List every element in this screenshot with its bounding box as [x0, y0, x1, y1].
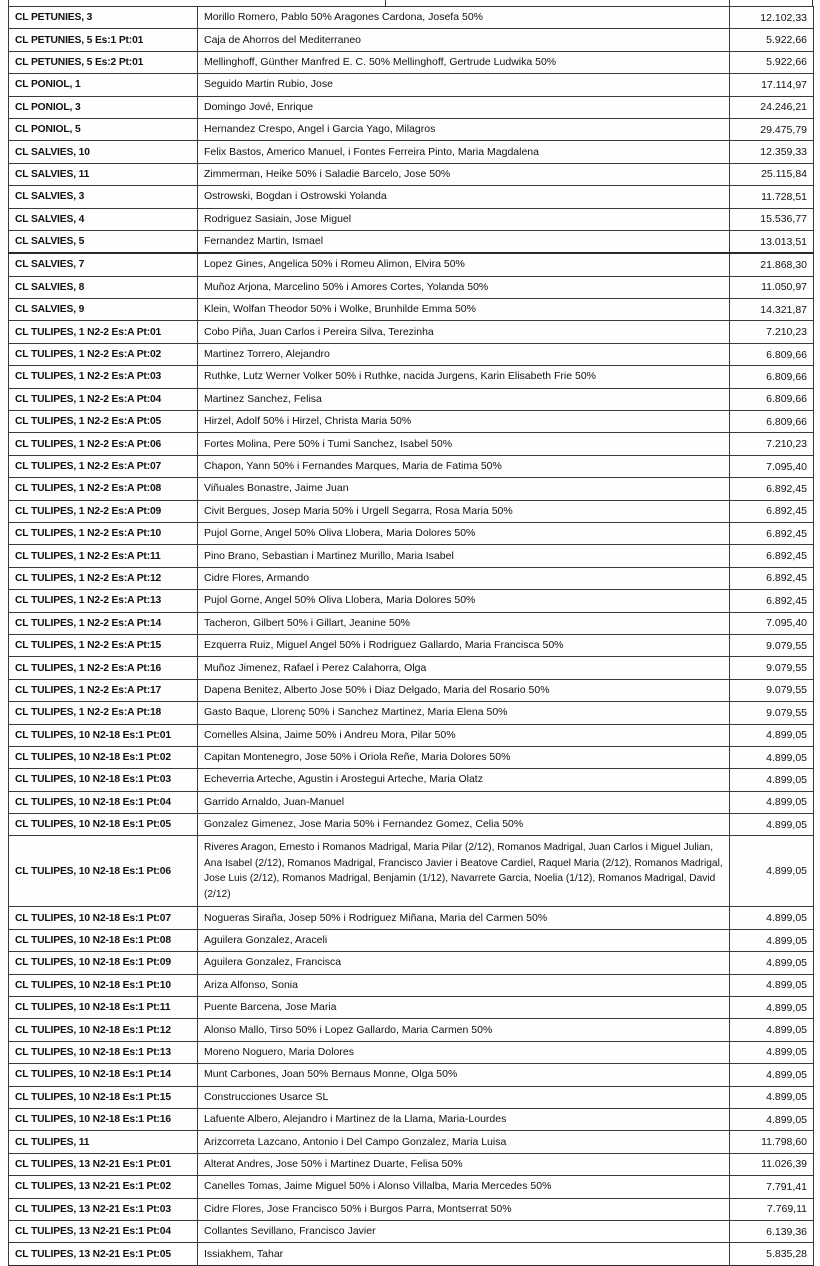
- address-cell: CL TULIPES, 1 N2-2 Es:A Pt:12: [9, 567, 198, 589]
- amount-cell: 4.899,05: [730, 814, 814, 836]
- amount-cell: 9.079,55: [730, 702, 814, 724]
- owners-cell: Caja de Ahorros del Mediterraneo: [198, 29, 730, 51]
- address-cell: CL TULIPES, 13 N2-21 Es:1 Pt:03: [9, 1198, 198, 1220]
- owners-cell: Seguido Martin Rubio, Jose: [198, 74, 730, 96]
- address-cell: CL PETUNIES, 5 Es:1 Pt:01: [9, 29, 198, 51]
- address-cell: CL TULIPES, 10 N2-18 Es:1 Pt:15: [9, 1086, 198, 1108]
- address-cell: CL TULIPES, 1 N2-2 Es:A Pt:14: [9, 612, 198, 634]
- table-row: [9, 814, 814, 836]
- amount-cell: 4.899,05: [730, 1108, 814, 1130]
- address-cell: CL PONIOL, 5: [9, 118, 198, 140]
- table-row: [9, 478, 814, 500]
- table-row: [9, 253, 814, 276]
- amount-cell: 11.050,97: [730, 276, 814, 298]
- owners-cell: Aguilera Gonzalez, Araceli: [198, 929, 730, 951]
- address-cell: CL TULIPES, 10 N2-18 Es:1 Pt:08: [9, 929, 198, 951]
- address-cell: CL TULIPES, 10 N2-18 Es:1 Pt:06: [9, 836, 198, 907]
- table-row: [9, 1086, 814, 1108]
- owners-cell: Gonzalez Gimenez, Jose Maria 50% i Fernandez Gomez, Celia 50%: [198, 814, 730, 836]
- address-cell: CL TULIPES, 1 N2-2 Es:A Pt:03: [9, 366, 198, 388]
- owners-cell: Riveres Aragon, Ernesto i Romanos Madrigal, Maria Pilar (2/12), Romanos Madrigal, Juan Carlos i Miguel Julian, Ana Isabel (2/12), Romanos Madrigal, Francisco Javier i Beatove Cardiel, Raquel Maria (2/12), Romanos Madrigal, Jose Luis (2/12), Romanos Madrigal, Benjamin (1/12), Navarrete Garcia, Noelia (1/12), Romanos Madrigal, David (2/12): [198, 836, 730, 907]
- address-cell: CL SALVIES, 11: [9, 163, 198, 185]
- table-row: [9, 141, 814, 163]
- owners-cell: Cidre Flores, Armando: [198, 567, 730, 589]
- owners-cell: Issiakhem, Tahar: [198, 1243, 730, 1265]
- address-cell: CL TULIPES, 10 N2-18 Es:1 Pt:04: [9, 791, 198, 813]
- owners-cell: Aguilera Gonzalez, Francisca: [198, 952, 730, 974]
- amount-cell: 7.095,40: [730, 612, 814, 634]
- table-row: [9, 612, 814, 634]
- table-row: [9, 567, 814, 589]
- address-cell: CL TULIPES, 1 N2-2 Es:A Pt:07: [9, 455, 198, 477]
- amount-cell: 14.321,87: [730, 299, 814, 321]
- amount-cell: 6.892,45: [730, 545, 814, 567]
- table-row: [9, 791, 814, 813]
- address-cell: CL TULIPES, 1 N2-2 Es:A Pt:16: [9, 657, 198, 679]
- table-row: [9, 997, 814, 1019]
- owners-cell: Nogueras Siraña, Josep 50% i Rodriguez Miñana, Maria del Carmen 50%: [198, 907, 730, 929]
- address-cell: CL TULIPES, 13 N2-21 Es:1 Pt:01: [9, 1153, 198, 1175]
- table-row: [9, 1041, 814, 1063]
- address-cell: CL SALVIES, 7: [9, 253, 198, 276]
- amount-cell: 4.899,05: [730, 952, 814, 974]
- owners-cell: Fernandez Martin, Ismael: [198, 230, 730, 253]
- table-row: [9, 974, 814, 996]
- owners-cell: Construcciones Usarce SL: [198, 1086, 730, 1108]
- table-row: [9, 500, 814, 522]
- address-cell: CL SALVIES, 4: [9, 208, 198, 230]
- owners-cell: Canelles Tomas, Jaime Miguel 50% i Alonso Villalba, Maria Mercedes 50%: [198, 1176, 730, 1198]
- address-cell: CL TULIPES, 10 N2-18 Es:1 Pt:14: [9, 1064, 198, 1086]
- table-row: [9, 1108, 814, 1130]
- amount-cell: 5.922,66: [730, 51, 814, 73]
- amount-cell: 4.899,05: [730, 791, 814, 813]
- amount-cell: 7.095,40: [730, 455, 814, 477]
- owners-cell: Pino Brano, Sebastian i Martinez Murillo, Maria Isabel: [198, 545, 730, 567]
- table-row: [9, 1176, 814, 1198]
- amount-cell: 11.728,51: [730, 186, 814, 208]
- owners-cell: Lopez Gines, Angelica 50% i Romeu Alimon, Elvira 50%: [198, 253, 730, 276]
- table-row: [9, 321, 814, 343]
- owners-cell: Chapon, Yann 50% i Fernandes Marques, Maria de Fatima 50%: [198, 455, 730, 477]
- amount-cell: 4.899,05: [730, 1086, 814, 1108]
- amount-cell: 7.210,23: [730, 433, 814, 455]
- address-cell: CL TULIPES, 13 N2-21 Es:1 Pt:04: [9, 1220, 198, 1242]
- amount-cell: 15.536,77: [730, 208, 814, 230]
- table-row: [9, 29, 814, 51]
- amount-cell: 12.359,33: [730, 141, 814, 163]
- owners-cell: Lafuente Albero, Alejandro i Martinez de la Llama, Maria-Lourdes: [198, 1108, 730, 1130]
- owners-cell: Comelles Alsina, Jaime 50% i Andreu Mora, Pilar 50%: [198, 724, 730, 746]
- address-cell: CL PONIOL, 3: [9, 96, 198, 118]
- owners-cell: Pujol Gorne, Angel 50% Oliva Llobera, Maria Dolores 50%: [198, 590, 730, 612]
- amount-cell: 6.892,45: [730, 567, 814, 589]
- amount-cell: 12.102,33: [730, 7, 814, 29]
- table-row: [9, 634, 814, 656]
- address-cell: CL TULIPES, 10 N2-18 Es:1 Pt:13: [9, 1041, 198, 1063]
- table-row: [9, 929, 814, 951]
- table-row: [9, 411, 814, 433]
- owners-cell: Ezquerra Ruiz, Miguel Angel 50% i Rodriguez Gallardo, Maria Francisca 50%: [198, 634, 730, 656]
- owners-cell: Muñoz Arjona, Marcelino 50% i Amores Cortes, Yolanda 50%: [198, 276, 730, 298]
- table-row: [9, 1220, 814, 1242]
- address-cell: CL TULIPES, 1 N2-2 Es:A Pt:05: [9, 411, 198, 433]
- amount-cell: 5.835,28: [730, 1243, 814, 1265]
- table-row: [9, 702, 814, 724]
- amount-cell: 5.922,66: [730, 29, 814, 51]
- address-cell: CL TULIPES, 10 N2-18 Es:1 Pt:09: [9, 952, 198, 974]
- owners-cell: Dapena Benitez, Alberto Jose 50% i Diaz Delgado, Maria del Rosario 50%: [198, 679, 730, 701]
- amount-cell: 17.114,97: [730, 74, 814, 96]
- amount-cell: 6.809,66: [730, 411, 814, 433]
- table-row: [9, 545, 814, 567]
- table-row: [9, 1153, 814, 1175]
- table-row: [9, 366, 814, 388]
- amount-cell: 4.899,05: [730, 836, 814, 907]
- amount-cell: 7.210,23: [730, 321, 814, 343]
- address-cell: CL TULIPES, 1 N2-2 Es:A Pt:13: [9, 590, 198, 612]
- address-cell: CL TULIPES, 10 N2-18 Es:1 Pt:10: [9, 974, 198, 996]
- table-row: [9, 118, 814, 140]
- amount-cell: 6.809,66: [730, 343, 814, 365]
- amount-cell: 6.809,66: [730, 366, 814, 388]
- address-cell: CL TULIPES, 1 N2-2 Es:A Pt:08: [9, 478, 198, 500]
- owners-cell: Puente Barcena, Jose Maria: [198, 997, 730, 1019]
- owners-cell: Klein, Wolfan Theodor 50% i Wolke, Brunhilde Emma 50%: [198, 299, 730, 321]
- table-row: [9, 7, 814, 29]
- table-row: [9, 230, 814, 253]
- table-row: [9, 208, 814, 230]
- address-cell: CL TULIPES, 10 N2-18 Es:1 Pt:02: [9, 746, 198, 768]
- table-row: [9, 51, 814, 73]
- address-cell: CL TULIPES, 13 N2-21 Es:1 Pt:05: [9, 1243, 198, 1265]
- owners-cell: Echeverria Arteche, Agustin i Arostegui Arteche, Maria Olatz: [198, 769, 730, 791]
- amount-cell: 4.899,05: [730, 769, 814, 791]
- owners-cell: Martinez Sanchez, Felisa: [198, 388, 730, 410]
- amount-cell: 4.899,05: [730, 1041, 814, 1063]
- owners-cell: Hernandez Crespo, Angel i Garcia Yago, Milagros: [198, 118, 730, 140]
- table-row: [9, 388, 814, 410]
- table-row: [9, 343, 814, 365]
- address-cell: CL TULIPES, 1 N2-2 Es:A Pt:11: [9, 545, 198, 567]
- address-cell: CL TULIPES, 10 N2-18 Es:1 Pt:03: [9, 769, 198, 791]
- table-row: [9, 679, 814, 701]
- table-row: [9, 433, 814, 455]
- amount-cell: 4.899,05: [730, 929, 814, 951]
- owners-cell: Civit Bergues, Josep Maria 50% i Urgell Segarra, Rosa Maria 50%: [198, 500, 730, 522]
- amount-cell: 6.892,45: [730, 522, 814, 544]
- owners-cell: Hirzel, Adolf 50% i Hirzel, Christa Maria 50%: [198, 411, 730, 433]
- property-owners-table: [8, 6, 814, 1266]
- owners-cell: Tacheron, Gilbert 50% i Gillart, Jeanine 50%: [198, 612, 730, 634]
- address-cell: CL TULIPES, 1 N2-2 Es:A Pt:17: [9, 679, 198, 701]
- table-row: [9, 907, 814, 929]
- owners-cell: Munt Carbones, Joan 50% Bernaus Monne, Olga 50%: [198, 1064, 730, 1086]
- amount-cell: 11.798,60: [730, 1131, 814, 1153]
- table-row: [9, 1064, 814, 1086]
- amount-cell: 4.899,05: [730, 907, 814, 929]
- amount-cell: 25.115,84: [730, 163, 814, 185]
- amount-cell: 11.026,39: [730, 1153, 814, 1175]
- address-cell: CL SALVIES, 10: [9, 141, 198, 163]
- address-cell: CL TULIPES, 10 N2-18 Es:1 Pt:05: [9, 814, 198, 836]
- amount-cell: 4.899,05: [730, 746, 814, 768]
- table-row: [9, 1243, 814, 1265]
- amount-cell: 6.892,45: [730, 478, 814, 500]
- address-cell: CL TULIPES, 1 N2-2 Es:A Pt:18: [9, 702, 198, 724]
- owners-cell: Alterat Andres, Jose 50% i Martinez Duarte, Felisa 50%: [198, 1153, 730, 1175]
- amount-cell: 7.791,41: [730, 1176, 814, 1198]
- owners-cell: Mellinghoff, Günther Manfred E. C. 50% Mellinghoff, Gertrude Ludwika 50%: [198, 51, 730, 73]
- amount-cell: 4.899,05: [730, 724, 814, 746]
- address-cell: CL TULIPES, 1 N2-2 Es:A Pt:15: [9, 634, 198, 656]
- owners-cell: Fortes Molina, Pere 50% i Tumi Sanchez, Isabel 50%: [198, 433, 730, 455]
- table-row: [9, 186, 814, 208]
- address-cell: CL TULIPES, 1 N2-2 Es:A Pt:04: [9, 388, 198, 410]
- amount-cell: 6.809,66: [730, 388, 814, 410]
- address-cell: CL SALVIES, 8: [9, 276, 198, 298]
- table-row: [9, 455, 814, 477]
- address-cell: CL SALVIES, 9: [9, 299, 198, 321]
- owners-cell: Arizcorreta Lazcano, Antonio i Del Campo Gonzalez, Maria Luisa: [198, 1131, 730, 1153]
- amount-cell: 6.139,36: [730, 1220, 814, 1242]
- amount-cell: 7.769,11: [730, 1198, 814, 1220]
- address-cell: CL TULIPES, 13 N2-21 Es:1 Pt:02: [9, 1176, 198, 1198]
- table-row: [9, 746, 814, 768]
- address-cell: CL PONIOL, 1: [9, 74, 198, 96]
- table-row: [9, 1198, 814, 1220]
- owners-cell: Rodriguez Sasiain, Jose Miguel: [198, 208, 730, 230]
- owners-cell: Felix Bastos, Americo Manuel, i Fontes Ferreira Pinto, Maria Magdalena: [198, 141, 730, 163]
- owners-cell: Viñuales Bonastre, Jaime Juan: [198, 478, 730, 500]
- amount-cell: 4.899,05: [730, 997, 814, 1019]
- address-cell: CL TULIPES, 10 N2-18 Es:1 Pt:16: [9, 1108, 198, 1130]
- amount-cell: 6.892,45: [730, 590, 814, 612]
- amount-cell: 4.899,05: [730, 1019, 814, 1041]
- table-row: [9, 657, 814, 679]
- address-cell: CL SALVIES, 3: [9, 186, 198, 208]
- table-row: [9, 522, 814, 544]
- amount-cell: 13.013,51: [730, 230, 814, 253]
- table-body: [9, 7, 814, 1266]
- amount-cell: 29.475,79: [730, 118, 814, 140]
- owners-cell: Capitan Montenegro, Jose 50% i Oriola Reñe, Maria Dolores 50%: [198, 746, 730, 768]
- address-cell: CL SALVIES, 5: [9, 230, 198, 253]
- table-row: [9, 1019, 814, 1041]
- owners-cell: Garrido Arnaldo, Juan-Manuel: [198, 791, 730, 813]
- address-cell: CL TULIPES, 10 N2-18 Es:1 Pt:01: [9, 724, 198, 746]
- table-row: [9, 299, 814, 321]
- table-row: [9, 952, 814, 974]
- table-row: [9, 769, 814, 791]
- address-cell: CL TULIPES, 1 N2-2 Es:A Pt:09: [9, 500, 198, 522]
- table-row: [9, 1131, 814, 1153]
- table-row: [9, 163, 814, 185]
- table-row: [9, 74, 814, 96]
- owners-cell: Morillo Romero, Pablo 50% Aragones Cardona, Josefa 50%: [198, 7, 730, 29]
- owners-cell: Ariza Alfonso, Sonia: [198, 974, 730, 996]
- address-cell: CL PETUNIES, 3: [9, 7, 198, 29]
- owners-cell: Martinez Torrero, Alejandro: [198, 343, 730, 365]
- amount-cell: 24.246,21: [730, 96, 814, 118]
- table-row: [9, 836, 814, 907]
- amount-cell: 6.892,45: [730, 500, 814, 522]
- address-cell: CL TULIPES, 11: [9, 1131, 198, 1153]
- address-cell: CL TULIPES, 1 N2-2 Es:A Pt:10: [9, 522, 198, 544]
- table-row: [9, 590, 814, 612]
- owners-cell: Zimmerman, Heike 50% i Saladie Barcelo, Jose 50%: [198, 163, 730, 185]
- owners-cell: Gasto Baque, Llorenç 50% i Sanchez Martinez, Maria Elena 50%: [198, 702, 730, 724]
- owners-cell: Pujol Gorne, Angel 50% Oliva Llobera, Maria Dolores 50%: [198, 522, 730, 544]
- owners-cell: Ostrowski, Bogdan i Ostrowski Yolanda: [198, 186, 730, 208]
- amount-cell: 9.079,55: [730, 634, 814, 656]
- owners-cell: Cidre Flores, Jose Francisco 50% i Burgos Parra, Montserrat 50%: [198, 1198, 730, 1220]
- address-cell: CL TULIPES, 1 N2-2 Es:A Pt:06: [9, 433, 198, 455]
- owners-cell: Collantes Sevillano, Francisco Javier: [198, 1220, 730, 1242]
- table-row: [9, 276, 814, 298]
- amount-cell: 9.079,55: [730, 679, 814, 701]
- table-row: [9, 96, 814, 118]
- address-cell: CL TULIPES, 10 N2-18 Es:1 Pt:12: [9, 1019, 198, 1041]
- owners-cell: Cobo Piña, Juan Carlos i Pereira Silva, Terezinha: [198, 321, 730, 343]
- address-cell: CL TULIPES, 1 N2-2 Es:A Pt:02: [9, 343, 198, 365]
- owners-cell: Moreno Noguero, Maria Dolores: [198, 1041, 730, 1063]
- amount-cell: 4.899,05: [730, 1064, 814, 1086]
- owners-cell: Muñoz Jimenez, Rafael i Perez Calahorra, Olga: [198, 657, 730, 679]
- address-cell: CL PETUNIES, 5 Es:2 Pt:01: [9, 51, 198, 73]
- owners-cell: Domingo Jové, Enrique: [198, 96, 730, 118]
- amount-cell: 21.868,30: [730, 253, 814, 276]
- amount-cell: 9.079,55: [730, 657, 814, 679]
- owners-cell: Ruthke, Lutz Werner Volker 50% i Ruthke, nacida Jurgens, Karin Elisabeth Frie 50%: [198, 366, 730, 388]
- table-row: [9, 724, 814, 746]
- address-cell: CL TULIPES, 1 N2-2 Es:A Pt:01: [9, 321, 198, 343]
- owners-cell: Alonso Mallo, Tirso 50% i Lopez Gallardo, Maria Carmen 50%: [198, 1019, 730, 1041]
- address-cell: CL TULIPES, 10 N2-18 Es:1 Pt:07: [9, 907, 198, 929]
- amount-cell: 4.899,05: [730, 974, 814, 996]
- address-cell: CL TULIPES, 10 N2-18 Es:1 Pt:11: [9, 997, 198, 1019]
